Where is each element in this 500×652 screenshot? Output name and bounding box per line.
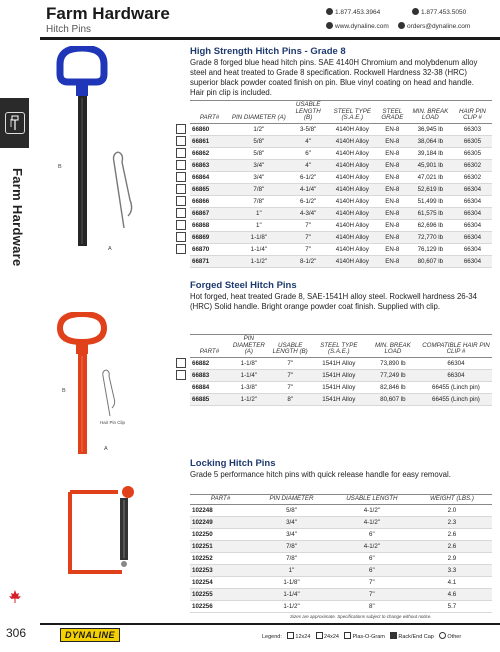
table-cell: 7" xyxy=(332,588,412,600)
part-number-cell: 66869 xyxy=(190,231,229,243)
product-checkbox[interactable] xyxy=(176,124,186,134)
table-cell: 39,184 lb xyxy=(408,147,453,159)
table-cell: 1541H Alloy xyxy=(312,393,366,405)
part-number-cell: 66866 xyxy=(190,195,229,207)
table-cell: EN-8 xyxy=(377,147,408,159)
table-cell: EN-8 xyxy=(377,219,408,231)
table-cell: 76,129 lb xyxy=(408,243,453,255)
table-cell: 4140H Alloy xyxy=(328,195,377,207)
table-cell: 4-3/4" xyxy=(289,207,328,219)
table-cell: 66455 (Linch pin) xyxy=(420,381,492,393)
table-row xyxy=(190,219,492,231)
col-header: PIN DIAMETER xyxy=(251,495,332,505)
phone-1: 1.877.453.3964 xyxy=(326,8,380,16)
legend-swatch-icon xyxy=(316,632,323,639)
table-cell: 4140H Alloy xyxy=(328,183,377,195)
table-cell: 47,021 lb xyxy=(408,171,453,183)
legend-swatch-icon xyxy=(344,632,351,639)
table-cell: 5/8" xyxy=(229,147,289,159)
phone-icon xyxy=(326,8,333,15)
table-cell: 4140H Alloy xyxy=(328,159,377,171)
table-row xyxy=(190,255,492,267)
legend-item-rack: Rack/End Cap xyxy=(390,632,433,640)
table-cell: 6" xyxy=(332,552,412,564)
table-cell: 6" xyxy=(332,564,412,576)
table-cell: 1-1/2" xyxy=(251,600,332,612)
part-number-cell: 66865 xyxy=(190,183,229,195)
col-header: PIN DIAMETER (A) xyxy=(229,101,289,124)
table-cell: 3/4" xyxy=(229,159,289,171)
table-cell: 4" xyxy=(289,159,328,171)
col-header: MIN. BREAK LOAD xyxy=(366,335,420,358)
table-cell: 1-1/4" xyxy=(229,369,269,381)
table-row xyxy=(190,231,492,243)
website-link[interactable]: www.dynaline.com xyxy=(326,22,389,30)
product-checkbox[interactable] xyxy=(176,160,186,170)
part-number-cell: 66863 xyxy=(190,159,229,171)
table-cell: 4140H Alloy xyxy=(328,243,377,255)
table-cell: 4" xyxy=(289,135,328,147)
legend-item-plasogram: Plas-O-Gram xyxy=(344,632,384,640)
table-cell: 8" xyxy=(332,600,412,612)
table-cell: 66304 xyxy=(453,207,492,219)
product-checkbox[interactable] xyxy=(176,244,186,254)
table-cell: 7/8" xyxy=(251,552,332,564)
table-row xyxy=(190,588,492,600)
table-row xyxy=(190,576,492,588)
table-cell: EN-8 xyxy=(377,135,408,147)
col-header: USABLE LENGTH (B) xyxy=(269,335,312,358)
table-cell: 72,770 lb xyxy=(408,231,453,243)
table-cell: 7/8" xyxy=(229,183,289,195)
section-title-locking: Locking Hitch Pins xyxy=(190,458,276,469)
hair-pin-clip-small-image xyxy=(100,368,122,418)
part-number-cell: 102248 xyxy=(190,504,251,516)
table-cell: 7" xyxy=(269,357,312,369)
table-cell: 4140H Alloy xyxy=(328,135,377,147)
table-cell: 66305 xyxy=(453,147,492,159)
part-number-cell: 66870 xyxy=(190,243,229,255)
legend-item-other: Other xyxy=(439,632,461,640)
col-header: STEEL TYPE (S.A.E.) xyxy=(312,335,366,358)
locking-hitch-pin-image xyxy=(62,480,140,580)
sidebar-label: Farm Hardware xyxy=(10,168,25,267)
legend-item-12x24: 12x24 xyxy=(287,632,310,640)
part-number-cell: 102253 xyxy=(190,564,251,576)
table-cell: 6-1/2" xyxy=(289,171,328,183)
table-cell: 1" xyxy=(229,207,289,219)
table-row xyxy=(190,369,492,381)
table-cell: 66304 xyxy=(420,357,492,369)
legend-label: Legend: xyxy=(262,634,282,640)
col-header: PART# xyxy=(190,335,229,358)
table-row xyxy=(190,171,492,183)
table-cell: 4140H Alloy xyxy=(328,231,377,243)
email-link[interactable]: orders@dynaline.com xyxy=(398,22,470,30)
table-cell: 3/4" xyxy=(251,516,332,528)
table-cell: 66302 xyxy=(453,159,492,171)
table-cell: 1-1/2" xyxy=(229,255,289,267)
table-cell: 4140H Alloy xyxy=(328,123,377,135)
table-cell: 4-1/2" xyxy=(332,504,412,516)
table-cell: 4.1 xyxy=(412,576,492,588)
section-desc-locking: Grade 5 performance hitch pins with quick release handle for easy removal. xyxy=(190,470,451,479)
product-checkbox[interactable] xyxy=(176,358,186,368)
table-row xyxy=(190,564,492,576)
page-title: Farm Hardware xyxy=(46,4,170,23)
table-cell: 1541H Alloy xyxy=(312,381,366,393)
table-cell: 1-3/8" xyxy=(229,381,269,393)
table-cell: EN-8 xyxy=(377,243,408,255)
table-row xyxy=(190,357,492,369)
part-number-cell: 66883 xyxy=(190,369,229,381)
table-cell: 1/2" xyxy=(229,123,289,135)
col-header: PIN DIAMETER (A) xyxy=(229,335,269,358)
table-cell: 7" xyxy=(289,219,328,231)
table-cell: 3/4" xyxy=(251,528,332,540)
table-cell: 73,890 lb xyxy=(366,357,420,369)
page-number: 306 xyxy=(6,626,27,640)
table-cell: 4.6 xyxy=(412,588,492,600)
part-number-cell: 102254 xyxy=(190,576,251,588)
table-cell: 8" xyxy=(269,393,312,405)
table-cell: 7/8" xyxy=(229,195,289,207)
col-header: COMPATIBLE HAIR PIN CLIP # xyxy=(420,335,492,358)
table-cell: 66303 xyxy=(453,123,492,135)
table-cell: 6" xyxy=(332,528,412,540)
table-cell: 66304 xyxy=(453,219,492,231)
product-checkbox[interactable] xyxy=(176,208,186,218)
table-cell: 77,249 lb xyxy=(366,369,420,381)
part-number-cell: 102252 xyxy=(190,552,251,564)
col-header: HAIR PIN CLIP # xyxy=(453,101,492,124)
table-cell: 2.9 xyxy=(412,552,492,564)
table-cell: 66304 xyxy=(453,183,492,195)
table-cell: 7/8" xyxy=(251,540,332,552)
product-checkbox[interactable] xyxy=(176,232,186,242)
table-row xyxy=(190,393,492,405)
section-desc-grade8: Grade 8 forged blue head hitch pins. SAE 4140H Chromium and molybdenum alloy steel and heat treated to Grade 8 specification. Rockwell Hardness 32-38 (HRC) superior black powder coated finish on pin. Blue vinyl coating on head and handle. Hair pin clip is included. xyxy=(190,58,478,97)
table-cell: 3-5/8" xyxy=(289,123,328,135)
table-cell: 1-1/8" xyxy=(251,576,332,588)
table-cell: EN-8 xyxy=(377,183,408,195)
dimension-b-label-2: B xyxy=(62,388,66,394)
grade8-spec-table xyxy=(190,100,492,268)
table-cell: 5/8" xyxy=(229,135,289,147)
blue-hitch-pin-image xyxy=(52,46,112,256)
table-cell: EN-8 xyxy=(377,231,408,243)
col-header: STEEL TYPE (S.A.E.) xyxy=(328,101,377,124)
part-number-cell: 102250 xyxy=(190,528,251,540)
legend-swatch-icon xyxy=(439,632,446,639)
table-cell: 4-1/4" xyxy=(289,183,328,195)
table-cell: 2.0 xyxy=(412,504,492,516)
table-cell: 1-1/4" xyxy=(229,243,289,255)
part-number-cell: 66867 xyxy=(190,207,229,219)
table-row xyxy=(190,159,492,171)
part-number-cell: 66885 xyxy=(190,393,229,405)
product-checkbox[interactable] xyxy=(176,184,186,194)
part-number-cell: 66861 xyxy=(190,135,229,147)
table-cell: 4140H Alloy xyxy=(328,255,377,267)
disclaimer-note: Sizes are approximate. Specifications subject to change without notice. xyxy=(290,614,432,619)
table-cell: 66304 xyxy=(453,255,492,267)
forged-spec-table xyxy=(190,334,492,406)
dynaline-logo: DYNALINE xyxy=(60,628,120,642)
legend-swatch-icon xyxy=(287,632,294,639)
product-checkbox[interactable] xyxy=(176,370,186,380)
table-cell: 62,696 lb xyxy=(408,219,453,231)
section-title-grade8: High Strength Hitch Pins - Grade 8 xyxy=(190,46,346,57)
part-number-cell: 66871 xyxy=(190,255,229,267)
table-cell: 1-1/2" xyxy=(229,393,269,405)
table-cell: 80,607 lb xyxy=(366,393,420,405)
table-cell: 5.7 xyxy=(412,600,492,612)
table-cell: 66304 xyxy=(420,369,492,381)
table-cell: 4140H Alloy xyxy=(328,219,377,231)
product-checkbox[interactable] xyxy=(176,220,186,230)
table-cell: EN-8 xyxy=(377,207,408,219)
table-cell: 4140H Alloy xyxy=(328,171,377,183)
table-cell: 3.3 xyxy=(412,564,492,576)
fax-icon xyxy=(412,8,419,15)
part-number-cell: 66884 xyxy=(190,381,229,393)
table-cell: 1-1/8" xyxy=(229,357,269,369)
table-row xyxy=(190,504,492,516)
table-cell: 80,607 lb xyxy=(408,255,453,267)
part-number-cell: 66868 xyxy=(190,219,229,231)
part-number-cell: 66882 xyxy=(190,357,229,369)
table-row xyxy=(190,540,492,552)
table-cell: 4-1/2" xyxy=(332,516,412,528)
table-row xyxy=(190,243,492,255)
table-cell: 8-1/2" xyxy=(289,255,328,267)
table-cell: 3/4" xyxy=(229,171,289,183)
table-cell: 7" xyxy=(289,243,328,255)
table-cell: 6-1/2" xyxy=(289,195,328,207)
table-cell: 7" xyxy=(269,381,312,393)
section-title-forged: Forged Steel Hitch Pins xyxy=(190,280,297,291)
table-cell: 66302 xyxy=(453,171,492,183)
table-row xyxy=(190,381,492,393)
table-cell: 1541H Alloy xyxy=(312,357,366,369)
table-row xyxy=(190,195,492,207)
part-number-cell: 102256 xyxy=(190,600,251,612)
table-cell: 1541H Alloy xyxy=(312,369,366,381)
table-cell: 2.3 xyxy=(412,516,492,528)
legend xyxy=(262,632,465,640)
part-number-cell: 66862 xyxy=(190,147,229,159)
table-cell: 51,499 lb xyxy=(408,195,453,207)
table-cell: 4-1/2" xyxy=(332,540,412,552)
sidebar xyxy=(0,0,29,652)
table-cell: 66305 xyxy=(453,135,492,147)
table-cell: 36,945 lb xyxy=(408,123,453,135)
table-cell: EN-8 xyxy=(377,195,408,207)
maple-leaf-icon xyxy=(8,590,22,604)
table-cell: 66304 xyxy=(453,243,492,255)
product-checkbox[interactable] xyxy=(176,172,186,182)
email-icon xyxy=(398,22,405,29)
table-row xyxy=(190,516,492,528)
table-cell: EN-8 xyxy=(377,159,408,171)
table-cell: 66455 (Linch pin) xyxy=(420,393,492,405)
table-cell: EN-8 xyxy=(377,123,408,135)
table-cell: 52,619 lb xyxy=(408,183,453,195)
product-checkbox[interactable] xyxy=(176,136,186,146)
phone-2: 1.877.453.5050 xyxy=(412,8,466,16)
product-checkbox[interactable] xyxy=(176,196,186,206)
table-cell: 1-1/8" xyxy=(229,231,289,243)
col-header: USABLE LENGTH (B) xyxy=(289,101,328,124)
table-cell: 66304 xyxy=(453,195,492,207)
table-cell: EN-8 xyxy=(377,255,408,267)
product-checkbox[interactable] xyxy=(176,148,186,158)
legend-item-24x24: 24x24 xyxy=(316,632,339,640)
table-row xyxy=(190,123,492,135)
globe-icon xyxy=(326,22,333,29)
table-cell: 2.6 xyxy=(412,540,492,552)
page-subtitle: Hitch Pins xyxy=(46,24,92,35)
table-cell: 45,901 lb xyxy=(408,159,453,171)
table-cell: 7" xyxy=(332,576,412,588)
col-header: PART# xyxy=(190,495,251,505)
table-cell: EN-8 xyxy=(377,171,408,183)
footer-rule xyxy=(40,623,500,625)
hitch-pin-icon xyxy=(5,112,25,134)
table-row xyxy=(190,147,492,159)
table-cell: 66304 xyxy=(453,231,492,243)
part-number-cell: 102251 xyxy=(190,540,251,552)
table-cell: 4140H Alloy xyxy=(328,207,377,219)
table-row xyxy=(190,600,492,612)
table-cell: 1-1/4" xyxy=(251,588,332,600)
table-row xyxy=(190,135,492,147)
col-header: MIN. BREAK LOAD xyxy=(408,101,453,124)
table-cell: 7" xyxy=(269,369,312,381)
table-cell: 6" xyxy=(289,147,328,159)
table-cell: 2.6 xyxy=(412,528,492,540)
table-cell: 61,575 lb xyxy=(408,207,453,219)
section-desc-forged: Hot forged, heat treated Grade 8, SAE-1541H alloy steel. Rockwell hardness 26-34 (HRC) Solid handle. Bright orange powder coat finish. Supplied with clip. xyxy=(190,292,477,311)
part-number-cell: 66864 xyxy=(190,171,229,183)
part-number-cell: 102249 xyxy=(190,516,251,528)
hair-pin-clip-image xyxy=(110,150,140,230)
col-header: STEEL GRADE xyxy=(377,101,408,124)
hair-pin-clip-caption: Hair Pin Clip xyxy=(100,420,126,425)
legend-swatch-icon xyxy=(390,632,397,639)
col-header: PART# xyxy=(190,101,229,124)
table-cell: 82,846 lb xyxy=(366,381,420,393)
part-number-cell: 102255 xyxy=(190,588,251,600)
table-cell: 5/8" xyxy=(251,504,332,516)
col-header: USABLE LENGTH xyxy=(332,495,412,505)
table-cell: 7" xyxy=(289,231,328,243)
table-cell: 4140H Alloy xyxy=(328,147,377,159)
part-number-cell: 66860 xyxy=(190,123,229,135)
dimension-a-label-2: A xyxy=(104,446,108,452)
table-cell: 1" xyxy=(251,564,332,576)
table-row xyxy=(190,552,492,564)
table-cell: 1" xyxy=(229,219,289,231)
table-row xyxy=(190,528,492,540)
table-row xyxy=(190,207,492,219)
table-row xyxy=(190,183,492,195)
dimension-b-label: B xyxy=(58,164,62,170)
header-rule xyxy=(40,37,500,40)
col-header: WEIGHT (LBS.) xyxy=(412,495,492,505)
table-cell: 38,064 lb xyxy=(408,135,453,147)
locking-spec-table xyxy=(190,494,492,613)
dimension-a-label: A xyxy=(108,246,112,252)
